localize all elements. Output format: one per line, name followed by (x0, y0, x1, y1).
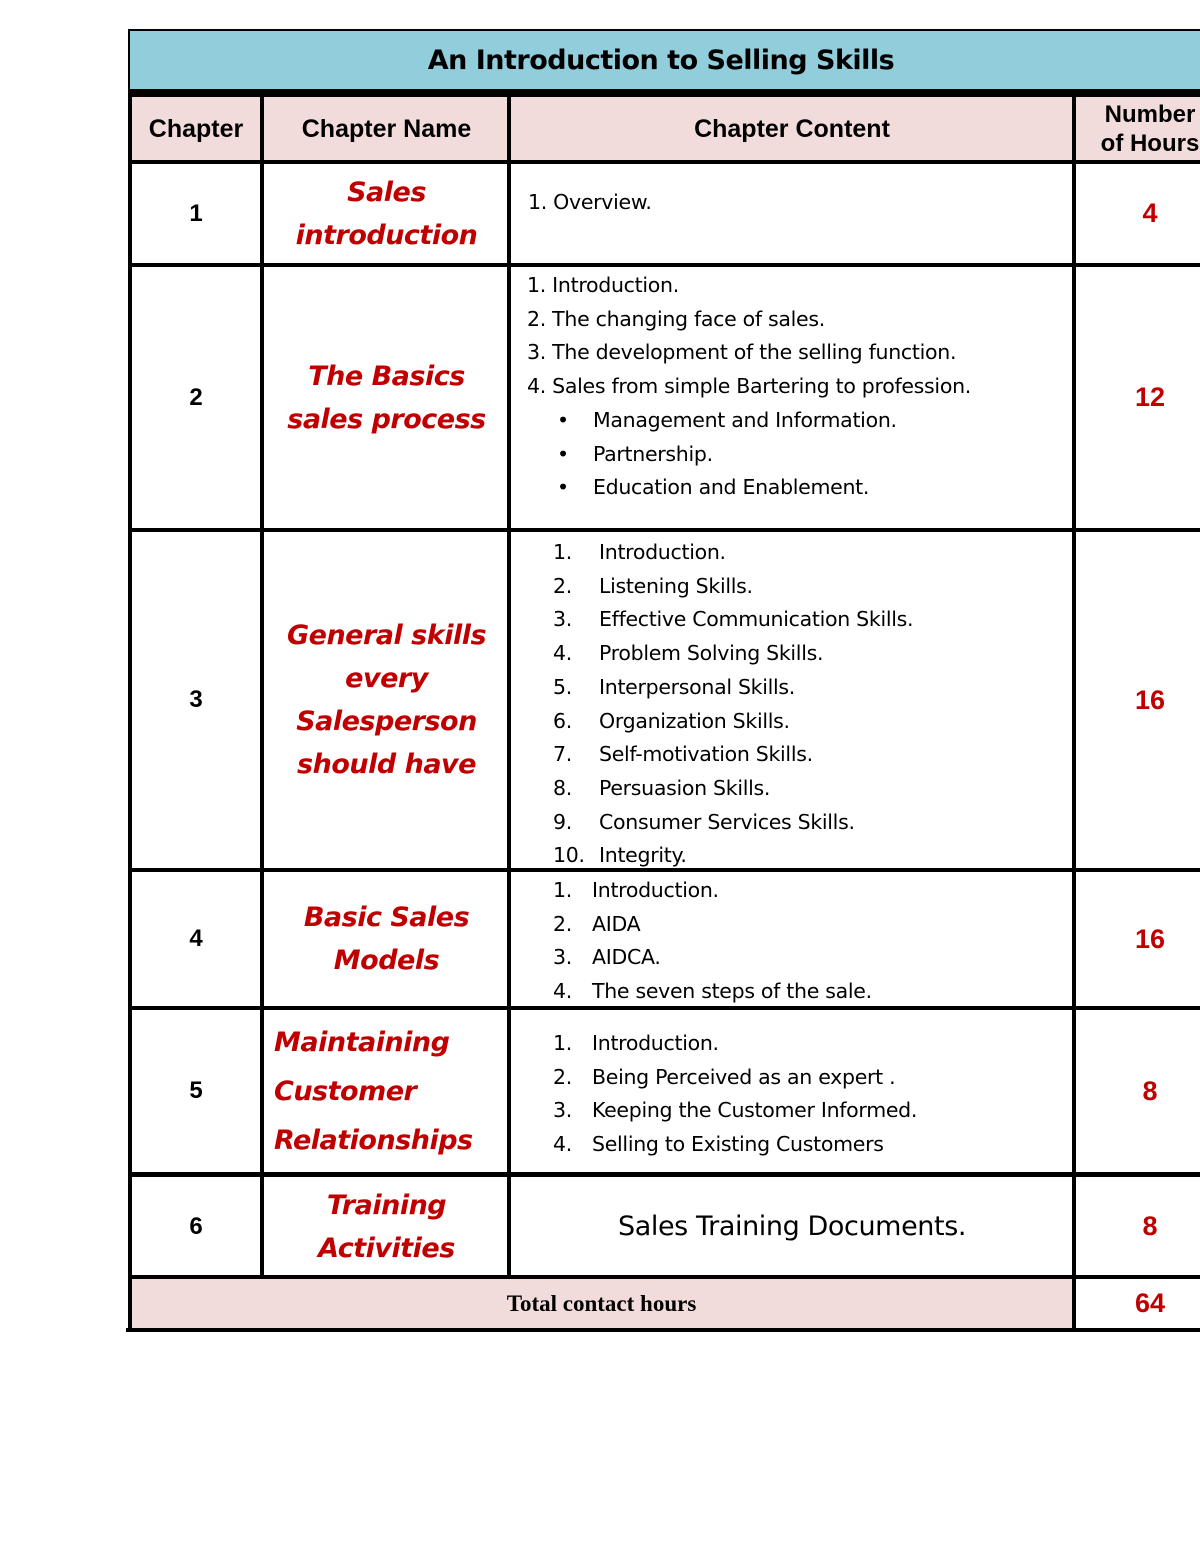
chapter-name (264, 531, 509, 869)
list-item: 1. Introduction. (553, 1031, 719, 1055)
bullet-item: • Education and Enablement. (527, 471, 971, 505)
chapter-hours: 16 (1134, 684, 1166, 715)
chapter-hours: 8 (1142, 1075, 1158, 1106)
chapter-name-line: Customer (274, 1075, 417, 1107)
list-item: 2. Listening Skills. (553, 573, 753, 598)
chapter-name-line: every (345, 663, 428, 694)
chapter-content: Sales Training Documents. (617, 1211, 967, 1242)
header-hours-line2: of Hours (1100, 130, 1200, 157)
list-item: 4. Problem Solving Skills. (553, 641, 824, 666)
table-border-bottom (126, 1328, 1200, 1332)
bullet-icon: • (557, 441, 569, 466)
chapter-number: 3 (189, 686, 203, 713)
chapter-name (264, 266, 509, 529)
chapter-content (553, 536, 913, 873)
column-divider (260, 93, 264, 1278)
list-item: 1. Introduction. (553, 878, 719, 902)
content-line: 2. The changing face of sales. (527, 306, 825, 331)
header-number-of-hours (1075, 97, 1200, 161)
chapter-name-line: Activities (318, 1232, 455, 1264)
row-divider (128, 263, 1200, 267)
total-hours-value: 64 (1134, 1288, 1166, 1318)
chapter-content (527, 269, 971, 505)
list-item: 6. Organization Skills. (553, 708, 790, 733)
content-line: 1. Introduction. (527, 273, 679, 297)
list-item: 5. Interpersonal Skills. (553, 674, 796, 699)
list-item: 9. Consumer Services Skills. (553, 809, 855, 834)
bullet-item: • Management and Information. (527, 404, 971, 438)
row-divider (128, 1275, 1200, 1279)
chapter-name-line: General skills (286, 620, 487, 651)
chapter-number: 5 (189, 1077, 203, 1104)
table-title-bar (128, 29, 1200, 93)
row-divider (128, 528, 1200, 532)
row-divider (128, 93, 1200, 97)
chapter-name-line: Maintaining (274, 1026, 450, 1058)
list-item: 2. AIDA (553, 911, 641, 936)
chapter-content (553, 874, 872, 1009)
chapter-name (264, 871, 509, 1007)
chapter-name-line: Relationships (274, 1124, 473, 1156)
chapter-name-line: Salesperson (296, 706, 477, 737)
chapter-name (274, 1009, 509, 1173)
chapter-name-line: should have (297, 749, 476, 780)
row-divider (128, 1006, 1200, 1010)
row-divider (128, 1172, 1200, 1177)
bullet-icon: • (557, 475, 569, 500)
header-chapter-name: Chapter Name (301, 114, 472, 143)
column-divider (507, 93, 511, 1278)
header-chapter-content: Chapter Content (694, 114, 890, 143)
chapter-name-line: Training (326, 1189, 447, 1221)
chapter-content (553, 1027, 917, 1162)
chapter-name-line: sales process (287, 403, 486, 435)
chapter-name-line: Models (333, 945, 440, 976)
chapter-number: 6 (189, 1212, 203, 1240)
chapter-number: 4 (189, 925, 203, 952)
header-chapter: Chapter (148, 114, 244, 143)
chapter-number: 2 (189, 383, 203, 411)
content-line: 1. Overview. (528, 190, 652, 214)
chapter-name-line: introduction (295, 219, 478, 251)
total-contact-hours-label: Total contact hours (506, 1290, 697, 1316)
chapter-hours: 8 (1142, 1211, 1158, 1241)
list-item: 8. Persuasion Skills. (553, 775, 771, 800)
chapter-name (264, 1177, 509, 1276)
table-border-left (128, 93, 132, 1332)
list-item: 10. Integrity. (553, 843, 687, 868)
chapter-name (264, 163, 509, 264)
list-item: 2. Being Perceived as an expert . (553, 1064, 896, 1089)
table-title: An Introduction to Selling Skills (427, 44, 895, 76)
list-item: 3. AIDCA. (553, 945, 661, 970)
chapter-hours: 4 (1142, 198, 1158, 228)
list-item: 3. Keeping the Customer Informed. (553, 1098, 918, 1123)
column-divider (1072, 93, 1076, 1332)
list-item: 4. The seven steps of the sale. (553, 979, 872, 1004)
chapter-name-line: The Basics (308, 360, 465, 392)
bullet-item: • Partnership. (527, 438, 971, 472)
chapter-hours: 16 (1134, 923, 1166, 954)
chapter-hours: 12 (1134, 382, 1166, 412)
list-item: 1. Introduction. (553, 540, 726, 564)
header-hours-line1: Number (1104, 101, 1196, 128)
row-divider (128, 868, 1200, 872)
chapter-name-line: Basic Sales (303, 902, 470, 933)
bullet-icon: • (557, 407, 569, 432)
list-item: 7. Self-motivation Skills. (553, 742, 813, 767)
content-line: 3. The development of the selling function. (527, 340, 957, 365)
chapter-name-line: Sales (347, 176, 426, 208)
chapter-number: 1 (189, 199, 203, 227)
content-line: 4. Sales from simple Bartering to profession. (527, 374, 971, 399)
chapter-content (528, 186, 652, 220)
list-item: 3. Effective Communication Skills. (553, 607, 914, 632)
row-divider (128, 160, 1200, 164)
list-item: 4. Selling to Existing Customers (553, 1132, 884, 1157)
